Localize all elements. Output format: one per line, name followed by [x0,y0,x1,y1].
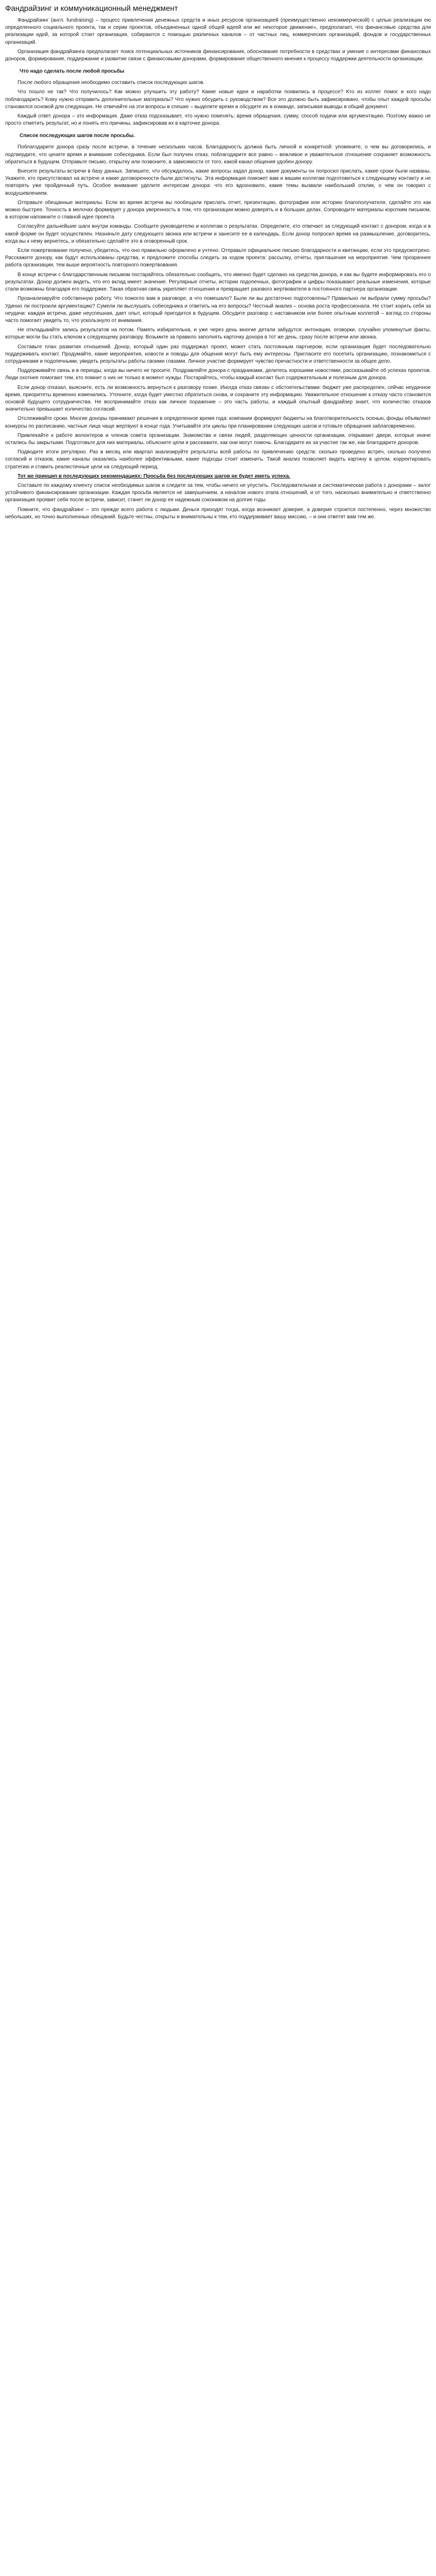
section [5,132,431,470]
paragraph: Фандрайзинг (англ. fundraising) – процесс привлечения денежных средств и иных ресурсов организацией (преимущественно некоммерческой) с целью реализации ею определенного социального проекта, так и серии проектов, объединенных одной общей идеей или же некоторое движение», предполагает, что финансовые средства для реализации идей, за которой стоит организация, собираются с помощью различных каналов – от частных лиц, коммерческих организаций, фондов и государственных организаций. [5,18,431,45]
section-heading: Что надо сделать после любой просьбы [20,69,125,75]
paragraph: Помните, что фандрайзинг – это прежде всего работа с людьми. Деньги приходят тогда, когда возникает доверие, а доверие строится постепенно, через множество небольших, но точно выполненных обещаний. Будьте честны, открыты и внимательны к тем, кто поддерживает вашу миссию, – и они ответят вам тем же. [5,506,431,520]
paragraph: Поддерживайте связь и в периоды, когда вы ничего не просите. Поздравляйте донора с праздниками, делитесь хорошими новостями, рассказывайте об успехах проектов. Люди охотнее помогают тем, кто помнит о них не только в момент нужды. Постарайтесь, чтобы каждый контакт был содержательным и полезным для донора. [5,368,431,381]
lead-sentence: Тот же принцип в последующих рекомендациях: Просьба без последующих шагов не будет иметь успеха. [18,473,290,479]
paragraph: Отслеживайте сроки. Многие доноры принимают решения в определенное время года: компании формируют бюджеты на благотворительность осенью, фонды объявляют конкурсы по расписанию, частные лица чаще жертвуют в конце года. Учитывайте эти циклы при планировании следующих шагов и готовьте обращения заблаговременно. [5,416,431,429]
section [5,68,431,127]
paragraph: Проанализируйте собственную работу. Что помогло вам в разговоре, а что помешало? Были ли вы достаточно подготовлены? Правильно ли выбрали сумму просьбы? Удачно ли построили аргументацию? Сумели ли выслушать собеседника и ответить на его вопросы? Честный анализ – основа роста профессионала. Не стоит корить себя за неудачи: каждая встреча, даже неуспешная, дает опыт, который пригодится в будущем. Обсудите разговор с наставником или более опытным коллегой – взгляд со стороны часто помогает увидеть то, что ускользнуло от внимания. [5,296,431,324]
document-body [5,17,431,521]
paragraph: Организация фандрайзинга предполагает поиск потенциальных источников финансирования, обоснование потребности в средствах и умение с интересами финансовых доноров, формирование, поддержание и развитие связи с финансовыми донорами, формирование общественного мнения к процессу поддержки деятельности организации. [5,48,431,62]
section-heading: Список последующих шагов после просьбы. [20,133,135,139]
lead-paragraph [5,473,431,480]
paragraph: Составьте план развития отношений. Донор, который один раз поддержал проект, может стать постоянным партнером, если организация будет последовательно поддерживать контакт. Продумайте, какие мероприятия, новости и поводы для общения могут быть ему интересны. Пригласите его посетить организацию, познакомиться с сотрудниками и подопечными, увидеть результаты работы своими глазами. Личное участие формирует чувство причастности и ответственности за общее дело. [5,344,431,364]
paragraph: В конце встречи с благодарственным письмом постарайтесь обязательно сообщить, что именно будет сделано на средства донора, и как вы будете информировать его о результатах. Донор должен видеть, что его вклад имеет значение. Регулярные отчеты, истории подопечных, фотографии и цифры показывают реальные изменения, которые стали возможны благодаря его поддержке. Такая обратная связь укрепляет отношения и превращает разового жертвователя в постоянного партнера организации. [5,272,431,293]
paragraph: Если донор отказал, выясните, есть ли возможность вернуться к разговору позже. Иногда отказ связан с обстоятельствами: бюджет уже распределен, сейчас неудачное время, приоритеты временно изменились. Уточните, когда будет уместно обратиться снова, и сохраните эту информацию. Уважительное отношение к отказу часто становится основой будущего сотрудничества. Не воспринимайте отказ как личное поражение – это часть работы, и каждый опытный фандрайзер знает, что количество отказов значительно превышает количество согласий. [5,384,431,413]
paragraph: Если пожертвование получено, убедитесь, что оно правильно оформлено и учтено. Отправьте официальное письмо благодарности и квитанцию, если это предусмотрено. Расскажите донору, как будут использованы средства, и предложите способы следить за ходом проекта: рассылку, отчеты, приглашения на мероприятия. Чем прозрачнее работа организации, тем выше вероятность повторного пожертвования. [5,248,431,268]
paragraph: Отправьте обещанные материалы. Если во время встречи вы пообещали прислать отчет, презентацию, фотографии или историю благополучателя, сделайте это как можно быстрее. Точность в мелочах формирует у донора уверенность в том, что организации можно доверять и в больших делах. Сопроводите материалы коротким письмом, в котором напомните о главной идее проекта. [5,199,431,221]
paragraph: Составьте по каждому клиенту список необходимых шагов и следите за тем, чтобы ничего не упустить. Последовательная и систематическая работа с донорами – залог устойчивого финансирования организации. Каждая просьба является не завершением, а началом нового этапа отношений, и от того, насколько внимательно и ответственно организация проявит себя после встречи, зависит, станет ли донор ее надежным союзником на долгие годы. [5,482,431,503]
section [5,17,431,63]
document-page [0,0,436,529]
paragraph: Привлекайте к работе волонтеров и членов совета организации. Знакомства и связи людей, разделяющих ценности организации, открывают двери, которые иначе остались бы закрытыми. Подготовьте для них материалы, объясните цели и расскажите, как они могут помочь. Благодарите их за участие так же, как благодарите доноров. [5,432,431,446]
paragraph: Подводите итоги регулярно. Раз в месяц или квартал анализируйте результаты всей работы по привлечению средств: сколько проведено встреч, сколько получено согласий и отказов, какие каналы оказались наиболее эффективными, какие подходы стоит изменить. Такой анализ позволяет видеть картину в целом, корректировать стратегию и ставить реалистичные цели на следующий период. [5,449,431,470]
section [5,473,431,521]
paragraph: После любого обращения необходимо составить список последующих шагов. [18,80,205,86]
page-title: Фандрайзинг и коммуникационный менеджмент [5,4,178,13]
paragraph: Внесите результаты встречи в базу данных. Запишите, что обсуждалось, какие вопросы задал донор, какие документы он попросил прислать, какие сроки были названы. Укажите, кто присутствовал на встрече и какие договоренности были достигнуты. Эта информация поможет вам и вашим коллегам подготовиться к следующему контакту и не повторять уже пройденный путь. Особое внимание уделите интересам донора: что его вдохновило, какие темы вызвали наибольший отклик, о чем он говорил с воодушевлением. [5,168,431,196]
paragraph: Что пошло не так? Что получилось? Как можно улучшить эту работу? Какие новые идеи и наработки появились в процессе? Кто из коллег помог и кого надо поблагодарить? Кому нужно отправить дополнительные материалы? Что нужно обсудить с руководством? Все это должно быть зафиксировано, чтобы опыт каждой просьбы становился основой для следующих. Не отвечайте на эти вопросы в спешке – выделите время и обсудите их в команде, записывая выводы в общий документ. [5,89,431,110]
paragraph: Не откладывайте запись результатов на потом. Память избирательна, и уже через день многие детали забудутся: интонации, оговорки, случайно упомянутые факты, которые могли бы стать ключом к следующему разговору. Возьмите за правило заполнять карточку донора в тот же день, сразу после встречи или звонка. [5,327,431,341]
paragraph: Согласуйте дальнейшие шаги внутри команды. Сообщите руководителю и коллегам о результатах. Определите, кто отвечает за следующий контакт с донором, когда и в какой форме он будет осуществлен. Назначьте дату следующего звонка или встречи и занесите ее в календарь. Если донор попросил время на размышление, договоритесь, когда вы к нему вернетесь, и обязательно сделайте это в оговоренный срок. [5,224,431,244]
paragraph: Каждый ответ донора – это информация. Даже отказ подсказывает, что нужно поменять: время обращения, сумму, способ подачи или аргументацию. Поэтому важно не просто отметить результат, но и понять его причины, зафиксировав их в карточке донора. [5,113,431,127]
paragraph: Поблагодарите донора сразу после встречи, в течение нескольких часов. Благодарность должна быть личной и конкретной: упомяните, о чем вы договорились, и подтвердите, что цените время и внимание собеседника. Если был получен отказ, поблагодарите все равно – вежливое и уважительное отношение сохраняет возможность обратиться в будущем. Отправьте письмо, открытку или позвоните, в зависимости от того, какой канал общения удобен донору. [5,144,431,165]
